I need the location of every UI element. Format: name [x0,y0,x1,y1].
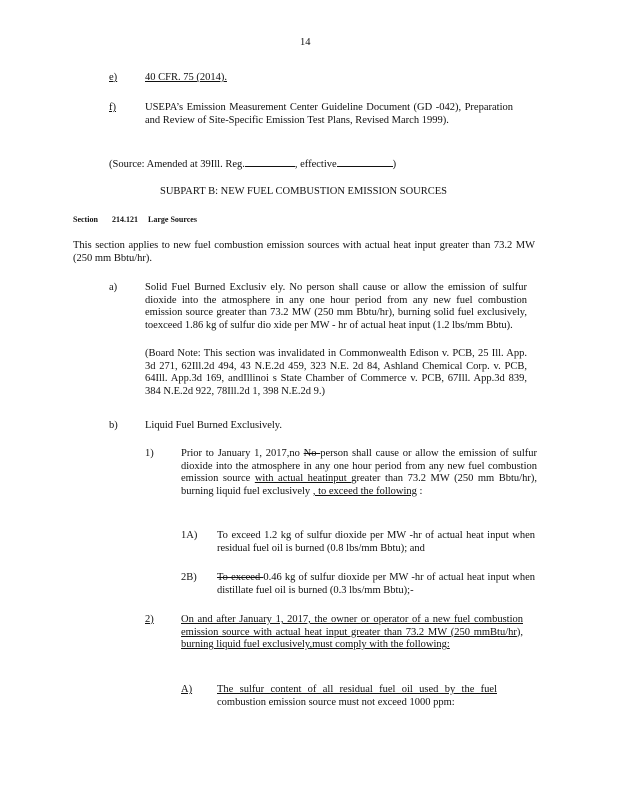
source-middle: , effective [294,159,337,170]
item-b1A-label [181,530,197,543]
source-blank-2 [337,157,393,167]
item-b1-text [181,448,537,498]
item-a-board-note: (Board Note: This section was invalidated in Commonwealth Edison v. PCB, 25 Ill. App. 3d 271, 62Ill.2d 494, 43 N.E.2d 459, 323 N.E. 2d 84, Ashland Chemical Corp. v. PCB, 64Ill. App.3d 169, andIllinoi s State Chamber of Commerce v. PCB, 67Ill. App.3d 839, 384 N.E.2d 922, 78Ill.2d 1, 398 N.E.2d 9.) [145,348,527,397]
item-b1B-struck: To exceed [217,572,264,583]
item-b1-part3: greater than 73.2 MW (250 mm Bbtu/hr), burning liquid fuel exclusively [181,473,537,497]
source-suffix: ) [392,159,397,170]
subpart-heading: SUBPART B: NEW FUEL COMBUSTION EMISSION SOURCES [160,186,448,197]
item-b1-part4: : [416,485,423,497]
source-prefix: (Source: Amended at 39Ill. Reg. [109,159,245,170]
item-b1B-body: 0.46 kg of sulfur dioxide per MW -hr of actual heat input when distillate fuel oil is burned (0.3 lbs/mm Bbtu);- [217,572,535,596]
item-b1-part2: person shall cause or allow the emission of sulfur dioxide into the atmosphere in any one hour period from any new fuel combustion emission source [181,448,538,485]
item-b-text: Liquid Fuel Burned Exclusively. [145,420,282,431]
page-number: 14 [300,37,311,48]
item-b2A-label: A) [181,684,193,695]
item-b1-label: 1) [145,448,154,459]
intro-paragraph: This section applies to new fuel combustion emission sources with actual heat input greater than 73.2 MW (250 mm Bbtu/hr). [73,240,535,264]
item-b1B-text [217,572,535,597]
item-b1-insert-2: , to exceed the following [312,485,417,497]
section-id: 214.121 [112,215,138,224]
item-b1-part1: Prior to January 1, 2017,no [181,448,304,459]
source-blank-1 [245,157,295,167]
item-a-text: Solid Fuel Burned Exclusiv ely. No person shall cause or allow the emission of sulfur dioxide into the atmosphere in any one hour period from any new fuel combustion emission source greater than 73.2 MW (250 mm Bbtu/hr), burning solid fuel exclusively, toexceed 1.86 kg of sulfur dio xide per MW - hr of actual heat input (1.2 lbs/mm Bbtu). [145,282,527,331]
item-b-label: b) [109,420,118,431]
item-b1B-label: 2B) [181,572,197,583]
item-a-label: a) [109,282,118,293]
item-b1A-text: To exceed 1.2 kg of sulfur dioxide per MW -hr of actual heat input when residual fuel oil is burned (0.8 lbs/mm Bbtu); and [217,530,535,554]
item-e-label: e) [109,72,118,83]
item-b2A-line1: The sulfur content of all residual fuel oil used by the fuel [217,684,497,695]
item-e-text: 40 CFR. 75 (2014). [145,72,227,83]
item-b2-text: On and after January 1, 2017, the owner or operator of a new fuel combustion emission source with actual heat input greater than 73.2 MW (250 mmBtu/hr), burning liquid fuel exclusively,must comply with the following: [181,614,523,651]
item-f-text: USEPA’s Emission Measurement Center Guideline Document (GD -042), Preparation and Review of Site-Specific Emission Test Plans, Revised March 1999). [145,102,513,126]
item-b1-struck: No [303,448,321,459]
section-word: Section [73,215,98,224]
item-f-label: f) [109,102,116,113]
item-b1A-label-text: 1A) [181,530,198,541]
section-title: Large Sources [148,215,197,224]
item-b1-insert-1: with actual heatinput [254,473,352,485]
item-b2A-text [217,684,497,709]
item-b2A-line2: combustion emission source must not exceed 1000 ppm: [217,696,455,708]
item-b2-label: 2) [145,614,154,625]
source-line [109,157,396,172]
